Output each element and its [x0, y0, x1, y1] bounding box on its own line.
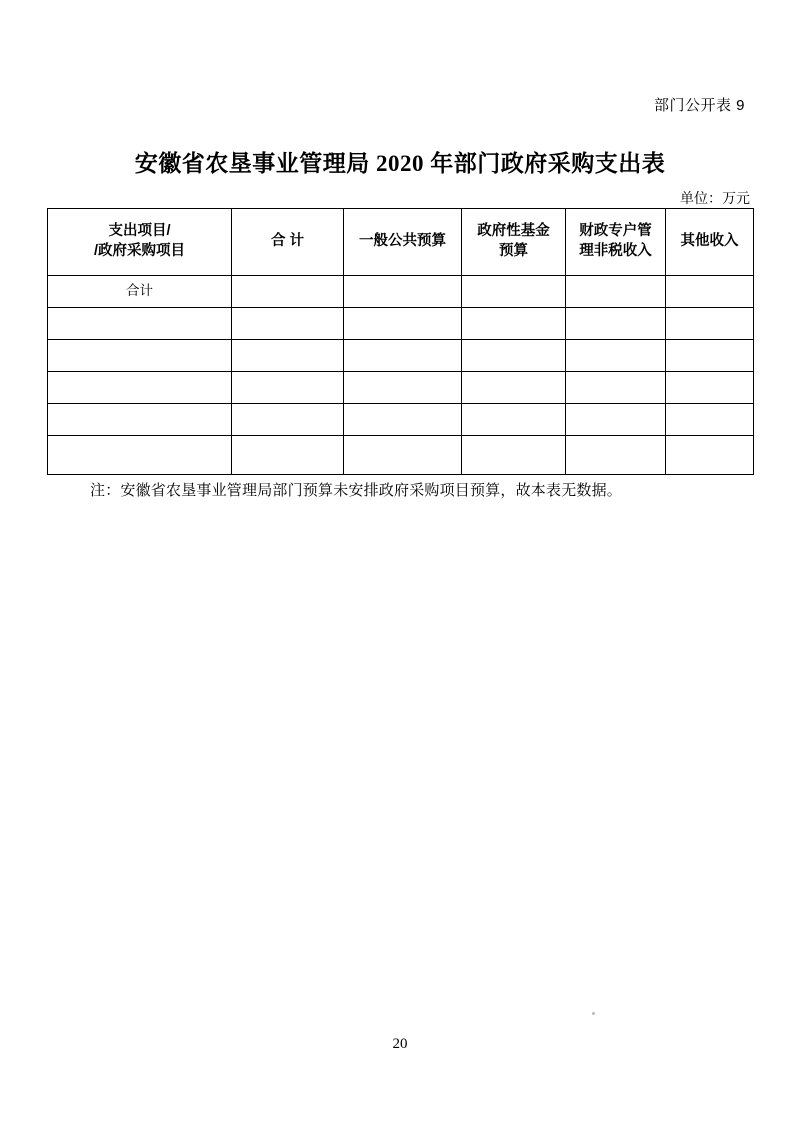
- cell-total: [232, 372, 344, 404]
- scan-speck: [592, 1012, 595, 1015]
- cell-expenditure-item: [48, 404, 232, 436]
- cell-expenditure-item: 合计: [48, 276, 232, 308]
- cell-government-fund-budget: [462, 308, 566, 340]
- cell-total: [232, 308, 344, 340]
- cell-expenditure-item: [48, 372, 232, 404]
- column-header-government-fund-budget: 政府性基金 预算: [462, 209, 566, 276]
- cell-other-income: [666, 404, 754, 436]
- table-row: [48, 276, 754, 308]
- cell-other-income: [666, 276, 754, 308]
- table-row: [48, 308, 754, 340]
- column-header-expenditure-item: 支出项目/ /政府采购项目: [48, 209, 232, 276]
- cell-general-public-budget: [344, 276, 462, 308]
- form-tag: 部门公开表 9: [653, 97, 745, 114]
- footnote: 注：安徽省农垦事业管理局部门预算未安排政府采购项目预算，故本表无数据。: [90, 482, 623, 499]
- unit-note: 单位：万元: [680, 190, 750, 206]
- cell-government-fund-budget: [462, 436, 566, 475]
- cell-other-income: [666, 308, 754, 340]
- cell-expenditure-item: [48, 436, 232, 475]
- table-row: [48, 436, 754, 475]
- cell-general-public-budget: [344, 436, 462, 475]
- cell-government-fund-budget: [462, 404, 566, 436]
- table-row: [48, 340, 754, 372]
- cell-expenditure-item: [48, 308, 232, 340]
- cell-special-account-nontax: [566, 276, 666, 308]
- column-header-special-account-nontax: 财政专户管 理非税收入: [566, 209, 666, 276]
- procurement-expenditure-table: [47, 208, 754, 475]
- cell-other-income: [666, 340, 754, 372]
- cell-special-account-nontax: [566, 436, 666, 475]
- cell-general-public-budget: [344, 404, 462, 436]
- cell-government-fund-budget: [462, 340, 566, 372]
- cell-special-account-nontax: [566, 308, 666, 340]
- cell-general-public-budget: [344, 308, 462, 340]
- table-row: [48, 404, 754, 436]
- table-row: [48, 372, 754, 404]
- cell-general-public-budget: [344, 340, 462, 372]
- cell-total: [232, 436, 344, 475]
- column-header-other-income: 其他收入: [666, 209, 754, 276]
- column-header-general-public-budget: 一般公共预算: [344, 209, 462, 276]
- page-title: 安徽省农垦事业管理局 2020 年部门政府采购支出表: [134, 151, 666, 176]
- cell-special-account-nontax: [566, 340, 666, 372]
- cell-expenditure-item: [48, 340, 232, 372]
- cell-special-account-nontax: [566, 404, 666, 436]
- cell-total: [232, 340, 344, 372]
- cell-special-account-nontax: [566, 372, 666, 404]
- table-header: [48, 209, 754, 276]
- table-header-row: [48, 209, 754, 276]
- cell-total: [232, 404, 344, 436]
- cell-total: [232, 276, 344, 308]
- cell-other-income: [666, 436, 754, 475]
- page-number: 20: [392, 1036, 408, 1052]
- table-body: [48, 276, 754, 475]
- cell-government-fund-budget: [462, 372, 566, 404]
- cell-other-income: [666, 372, 754, 404]
- cell-government-fund-budget: [462, 276, 566, 308]
- column-header-total: 合 计: [232, 209, 344, 276]
- cell-general-public-budget: [344, 372, 462, 404]
